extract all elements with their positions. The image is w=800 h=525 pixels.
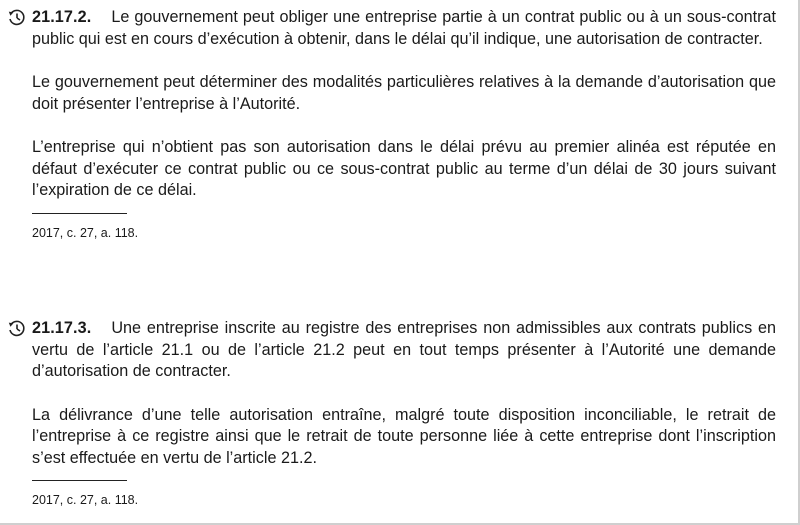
citation-rule xyxy=(32,213,127,214)
article-number[interactable]: 21.17.2. xyxy=(32,8,92,26)
history-clock-icon[interactable] xyxy=(7,319,26,338)
article-paragraph-3: L’entreprise qui n’obtient pas son autorisation dans le délai prévu au premier alinéa est réputée en défaut d’exécuter ce contrat public ou ce sous-contrat public au terme d’un délai de 30 jours suivant l’expiration de ce délai. xyxy=(32,138,776,199)
article-paragraph-2: La délivrance d’une telle autorisation entraîne, malgré toute disposition inconciliable, le retrait de l’entreprise à ce registre ainsi que le retrait de toute personne liée à cette entreprise dont l’inscription s’est effectuée en vertu de l’article 21.2. xyxy=(32,405,776,467)
history-clock-icon[interactable] xyxy=(7,8,26,27)
citation: 2017, c. 27, a. 118. xyxy=(32,493,139,507)
citation-rule xyxy=(32,480,127,481)
article-paragraph-2: Le gouvernement peut déterminer des modalités particulières relatives à la demande d’autorisation que doit présenter l’entreprise à l’Autorité. xyxy=(32,73,776,113)
article-paragraph-1 xyxy=(32,7,776,50)
article-number[interactable]: 21.17.3. xyxy=(32,319,92,337)
citation: 2017, c. 27, a. 118. xyxy=(32,225,139,240)
article-paragraph-1 xyxy=(32,318,776,383)
article-21-17-2 xyxy=(0,4,790,241)
paragraph-text: Le gouvernement peut obliger une entreprise partie à un contrat public ou à un sous-contrat public qui est en cours d’exécution à obtenir, dans le délai qu’il indique, une autorisation de contracter. xyxy=(32,8,776,48)
paragraph-text: Une entreprise inscrite au registre des entreprises non admissibles aux contrats publics en vertu de l’article 21.1 ou de l’article 21.2 peut en tout temps présenter à l’Autorité une demande d’autorisation de contracter. xyxy=(32,319,776,380)
article-21-17-3 xyxy=(0,315,790,508)
